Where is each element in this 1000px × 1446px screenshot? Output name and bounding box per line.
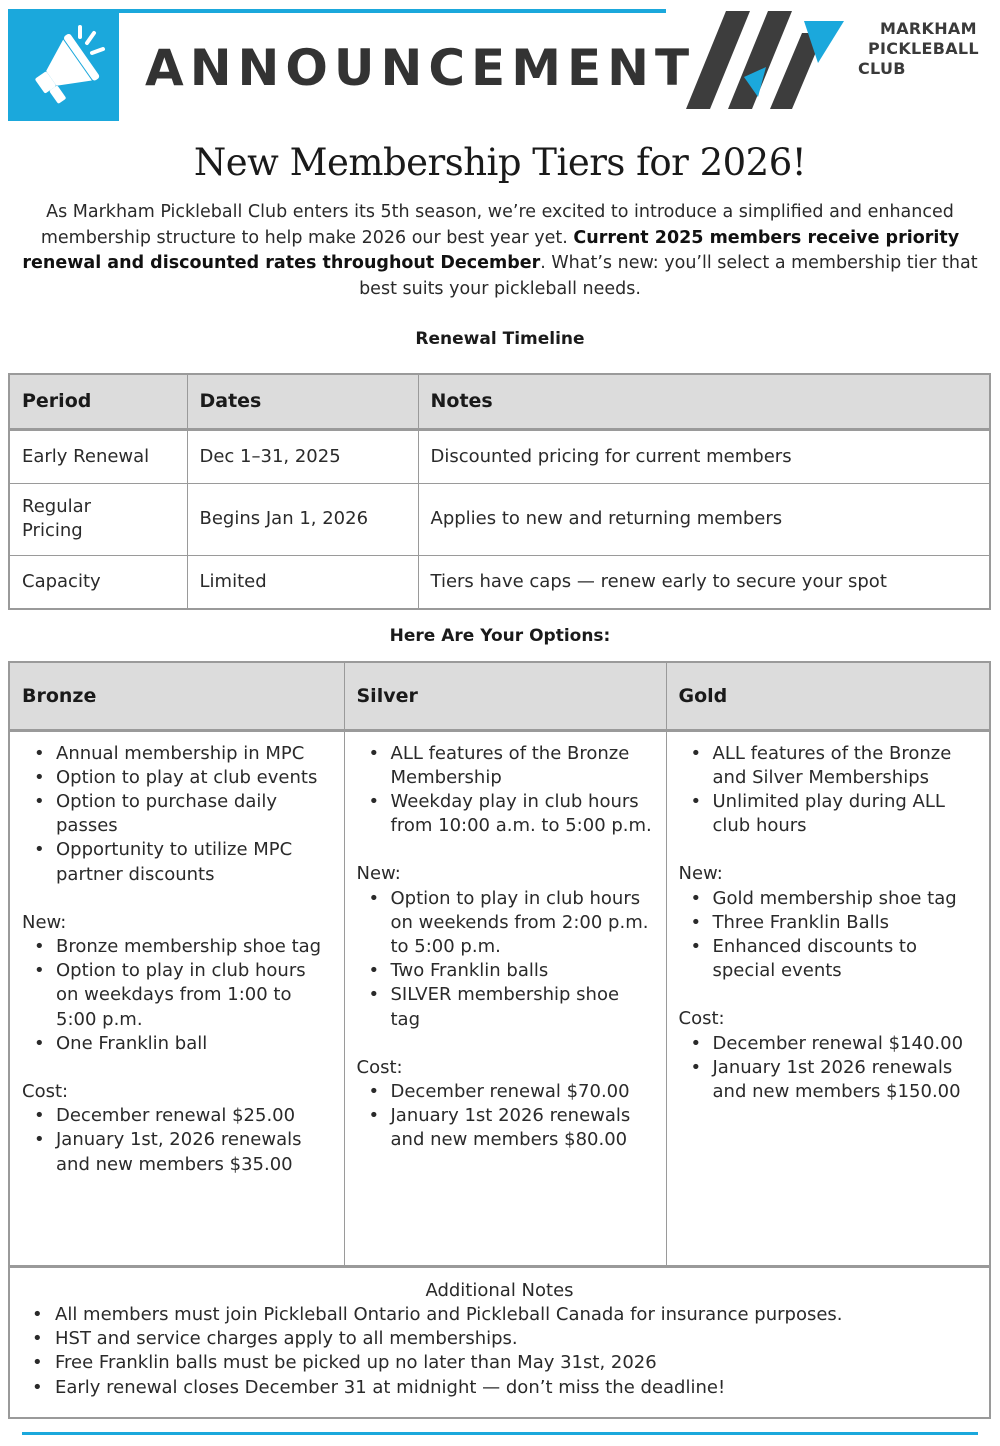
list-item: • Gold membership shoe tag: [679, 887, 978, 911]
column-header-period: Period: [9, 374, 187, 429]
list-item: • Bronze membership shoe tag: [22, 935, 332, 959]
table-header-row: [9, 374, 990, 429]
tier-details-row: [9, 730, 990, 1267]
feature-list: [679, 742, 978, 839]
megaphone-badge: [8, 13, 119, 121]
cell-period: Early Renewal: [9, 429, 187, 483]
list-item: • Option to play in club hours on weekends from 2:00 p.m. to 5:00 p.m.: [357, 887, 654, 960]
new-label: New:: [678, 863, 723, 885]
list-item: • Two Franklin balls: [357, 959, 654, 983]
table-row: [9, 429, 990, 483]
list-item: • ALL features of the Bronze and Silver Memberships: [679, 742, 978, 790]
membership-options-table: [8, 661, 991, 1268]
list-item: • December renewal $140.00: [679, 1032, 978, 1056]
new-label: New:: [356, 863, 401, 885]
list-item: • Weekday play in club hours from 10:00 a.m. to 5:00 p.m.: [357, 790, 654, 838]
cell-notes: Applies to new and returning members: [418, 483, 990, 555]
cost-label: Cost:: [22, 1080, 69, 1102]
notes-list: [10, 1303, 989, 1400]
timeline-heading: Renewal Timeline: [415, 329, 585, 349]
feature-list: [357, 742, 654, 839]
cell-period: Regular Pricing: [9, 483, 187, 555]
new-list: [357, 887, 654, 1032]
list-item: • HST and service charges apply to all memberships.: [10, 1327, 989, 1351]
logo-text-line-3: CLUB: [858, 59, 906, 78]
list-item: • December renewal $25.00: [22, 1104, 332, 1128]
intro-text-1: As Markham Pickleball Club enters its 5th season, we’re excited to introduce a simplified and enhanced membership structure to help make 2026 our best year yet.: [40, 202, 954, 248]
list-item: • One Franklin ball: [22, 1032, 332, 1056]
list-item: • Option to play in club hours on weekdays from 1:00 to 5:00 p.m.: [22, 959, 332, 1032]
table-row: [9, 555, 990, 609]
cell-notes: Discounted pricing for current members: [418, 429, 990, 483]
list-item: • Enhanced discounts to special events: [679, 935, 978, 983]
bottom-accent-rule: [22, 1432, 978, 1435]
announcement-heading: ANNOUNCEMENT: [145, 39, 696, 97]
list-item: • January 1st 2026 renewals and new members $80.00: [357, 1104, 654, 1152]
intro-bold-text: Current 2025 members receive priority renewal and discounted rates throughout December: [22, 227, 960, 273]
tier-header-gold: Gold: [666, 662, 990, 730]
cost-list: [679, 1032, 978, 1105]
list-item: • Three Franklin Balls: [679, 911, 978, 935]
megaphone-icon: [8, 13, 119, 121]
cell-dates: Begins Jan 1, 2026: [187, 483, 418, 555]
list-item: • Annual membership in MPC: [22, 742, 332, 766]
column-header-dates: Dates: [187, 374, 418, 429]
cell-dates: Dec 1–31, 2025: [187, 429, 418, 483]
list-item: • All members must join Pickleball Ontario and Pickleball Canada for insurance purposes.: [10, 1303, 989, 1327]
tier-header-bronze: Bronze: [9, 662, 344, 730]
list-item: • Option to play at club events: [22, 766, 332, 790]
list-item: • Early renewal closes December 31 at midnight — don’t miss the deadline!: [10, 1376, 989, 1400]
list-item: • SILVER membership shoe tag: [357, 983, 654, 1031]
tier-cell-gold: [666, 730, 990, 1267]
intro-text-2: . What’s new: you’ll select a membership tier that best suits your pickleball needs.: [359, 253, 978, 299]
notes-title: Additional Notes: [425, 1280, 574, 1301]
column-header-notes: Notes: [418, 374, 990, 429]
intro-paragraph: [20, 200, 980, 302]
cost-list: [357, 1080, 654, 1153]
list-item: • Opportunity to utilize MPC partner discounts: [22, 838, 332, 886]
list-item: • January 1st 2026 renewals and new members $150.00: [679, 1056, 978, 1104]
options-heading: Here Are Your Options:: [389, 626, 611, 646]
logo-text-line-2: PICKLEBALL: [868, 39, 979, 58]
cost-label: Cost:: [356, 1056, 403, 1078]
cell-dates: Limited: [187, 555, 418, 609]
list-item: • January 1st, 2026 renewals and new members $35.00: [22, 1128, 332, 1176]
cost-list: [22, 1104, 332, 1177]
cell-period: Capacity: [9, 555, 187, 609]
club-logo: [684, 5, 1000, 115]
new-label: New:: [22, 911, 67, 933]
table-header-row: [9, 662, 990, 730]
cost-label: Cost:: [678, 1008, 725, 1030]
cell-notes: Tiers have caps — renew early to secure your spot: [418, 555, 990, 609]
logo-text-line-1: MARKHAM: [880, 19, 977, 38]
tier-header-silver: Silver: [344, 662, 666, 730]
tier-cell-silver: [344, 730, 666, 1267]
feature-list: [22, 742, 332, 887]
table-row: [9, 483, 990, 555]
page-title: New Membership Tiers for 2026!: [193, 141, 807, 184]
mpc-logo-mark: [684, 5, 854, 115]
new-list: [22, 935, 332, 1056]
renewal-timeline-table: [8, 373, 991, 610]
list-item: • ALL features of the Bronze Membership: [357, 742, 654, 790]
header: [0, 0, 1000, 130]
tier-cell-bronze: [9, 730, 344, 1267]
list-item: • Free Franklin balls must be picked up no later than May 31st, 2026: [10, 1351, 989, 1375]
new-list: [679, 887, 978, 984]
additional-notes-box: [8, 1265, 991, 1419]
list-item: • Unlimited play during ALL club hours: [679, 790, 978, 838]
list-item: • Option to purchase daily passes: [22, 790, 332, 838]
list-item: • December renewal $70.00: [357, 1080, 654, 1104]
